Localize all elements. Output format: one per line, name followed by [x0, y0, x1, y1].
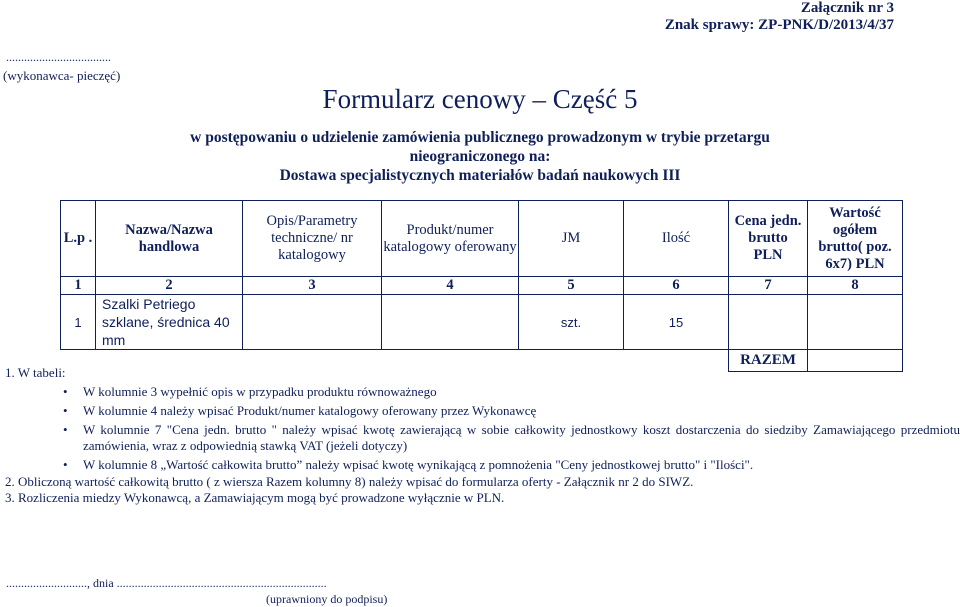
- cell-price[interactable]: [729, 295, 808, 350]
- annex-label: Załącznik nr 3: [800, 0, 894, 16]
- subtitle-line-1: w postępowaniu o udzielenie zamówienia publicznego prowadzonym w trybie przetargu: [190, 129, 770, 146]
- col-number: 6: [624, 277, 729, 295]
- list-item: [5, 384, 960, 400]
- col-number: 8: [808, 277, 903, 295]
- col-number: 5: [519, 277, 624, 295]
- col-number: 3: [243, 277, 382, 295]
- header-qty: Ilość: [624, 201, 729, 277]
- price-table: [60, 200, 903, 372]
- table-header-row: [61, 201, 903, 277]
- instruction-point-2: 2. Obliczoną wartość całkowitą brutto ( z wiersza Razem kolumny 8) należy wpisać do formularza oferty - Załącznik nr 2 do SIWZ.: [5, 474, 694, 489]
- bullet-icon: •: [63, 422, 68, 437]
- instructions: [5, 365, 960, 506]
- cell-lp: 1: [61, 295, 96, 350]
- col-number: 1: [61, 277, 96, 295]
- document-header: [665, 0, 894, 34]
- header-product: Produkt/numer katalogowy oferowany: [382, 201, 519, 277]
- col-number: 2: [96, 277, 243, 295]
- stamp-dots: ...................................: [6, 50, 111, 64]
- list-item: [5, 422, 960, 454]
- instructions-intro: 1. W tabeli:: [5, 365, 66, 380]
- cell-description[interactable]: [243, 295, 382, 350]
- total-label: RAZEM: [729, 350, 808, 372]
- bullet-icon: •: [63, 457, 68, 472]
- header-name: Nazwa/Nazwa handlowa: [96, 201, 243, 277]
- header-price: Cena jedn. brutto PLN: [729, 201, 808, 277]
- instruction-text: W kolumnie 3 wypełnić opis w przypadku produktu równoważnego: [83, 384, 437, 399]
- cell-qty: 15: [624, 295, 729, 350]
- cell-value[interactable]: [808, 295, 903, 350]
- col-number: 4: [382, 277, 519, 295]
- instruction-text: W kolumnie 7 "Cena jedn. brutto " należy wpisać kwotę zawierającą w sobie całkowity jednostkowy koszt dostarczenia do siedziby Zamawiającego przedmiotu zamówienia, wraz z odpowiednią stawką VAT (jeżeli dotyczy): [83, 422, 960, 453]
- subtitle: [150, 128, 810, 185]
- header-description: Opis/Parametry techniczne/ nr katalogowy: [243, 201, 382, 277]
- instructions-list: [5, 384, 960, 473]
- cell-product[interactable]: [382, 295, 519, 350]
- list-item: [5, 457, 960, 473]
- cell-jm: szt.: [519, 295, 624, 350]
- stamp-caption: (wykonawca- pieczęć): [3, 68, 121, 83]
- instruction-text: W kolumnie 4 należy wpisać Produkt/numer katalogowy oferowany przez Wykonawcę: [83, 403, 537, 418]
- bullet-icon: •: [63, 384, 68, 399]
- header-jm: JM: [519, 201, 624, 277]
- table-row: [61, 295, 903, 350]
- case-number: Znak sprawy: ZP-PNK/D/2013/4/37: [664, 17, 894, 33]
- subtitle-line-2: nieograniczonego na:: [409, 148, 551, 165]
- header-value: Wartość ogółem brutto( poz. 6x7) PLN: [808, 201, 903, 277]
- instruction-point-3: 3. Rozliczenia miedzy Wykonawcą, a Zamawiającym mogą być prowadzone wyłącznie w PLN.: [5, 490, 505, 505]
- instruction-text: W kolumnie 8 „Wartość całkowita brutto” należy wpisać kwotę wynikającą z pomnożenia "Ceny jednostkowej brutto" i "Ilości".: [83, 457, 754, 472]
- subtitle-line-3: Dostawa specjalistycznych materiałów badań naukowych III: [279, 167, 681, 184]
- header-lp: L.p .: [61, 201, 96, 277]
- signature-date-line: ..........................., dnia ......................................................................: [6, 576, 327, 590]
- column-number-row: [61, 277, 903, 295]
- page-title: Formularz cenowy – Część 5: [322, 84, 638, 114]
- col-number: 7: [729, 277, 808, 295]
- list-item: [5, 403, 960, 419]
- cell-name: Szalki Petriego szklane, średnica 40 mm: [96, 295, 243, 350]
- bullet-icon: •: [63, 403, 68, 418]
- signature-caption: (uprawniony do podpisu): [266, 592, 388, 606]
